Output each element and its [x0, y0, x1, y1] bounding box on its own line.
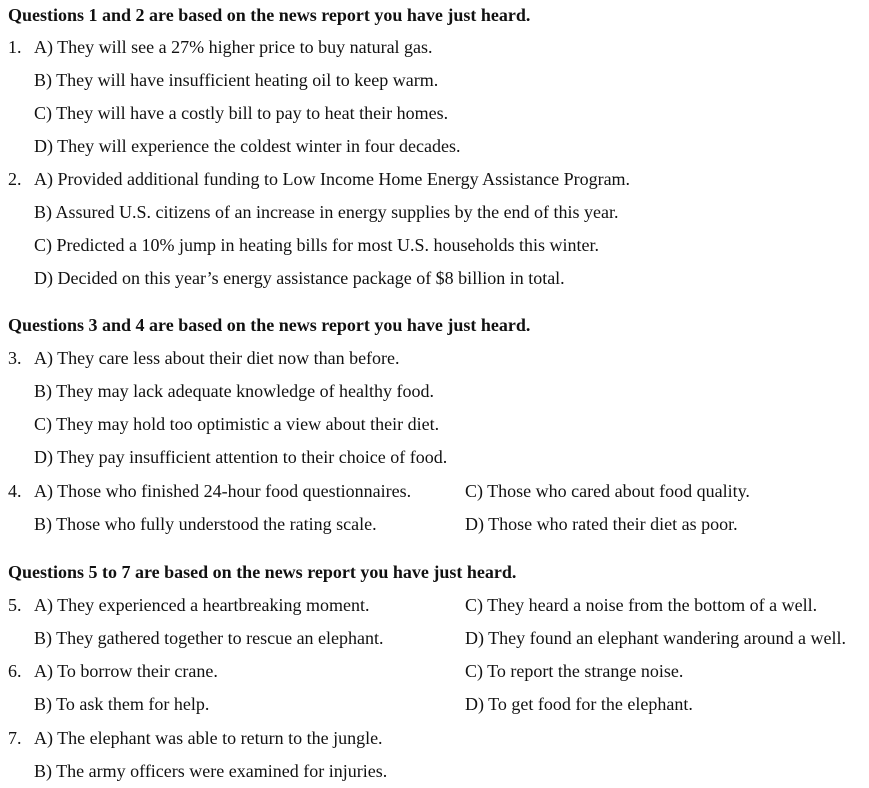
q5-option-c: C) They heard a noise from the bottom of a well.	[465, 595, 818, 615]
section-heading-1: Questions 1 and 2 are based on the news report you have just heard.	[8, 5, 531, 25]
question-number-6: 6.	[8, 661, 22, 681]
question-number-7: 7.	[8, 728, 22, 748]
q6-option-d: D) To get food for the elephant.	[465, 694, 693, 714]
q6-option-b: B) To ask them for help.	[34, 694, 210, 714]
q4-option-c: C) Those who cared about food quality.	[465, 481, 750, 501]
q1-option-d: D) They will experience the coldest winter in four decades.	[34, 136, 461, 156]
q2-option-b: B) Assured U.S. citizens of an increase in energy supplies by the end of this year.	[34, 202, 619, 222]
q3-option-c: C) They may hold too optimistic a view about their diet.	[34, 414, 440, 434]
q5-option-d: D) They found an elephant wandering around a well.	[465, 628, 847, 648]
question-number-2: 2.	[8, 169, 22, 189]
q6-option-a: A) To borrow their crane.	[34, 661, 218, 681]
q5-option-a: A) They experienced a heartbreaking moment.	[34, 595, 370, 615]
question-number-4: 4.	[8, 481, 22, 501]
q3-option-a: A) They care less about their diet now than before.	[34, 348, 400, 368]
q5-option-b: B) They gathered together to rescue an elephant.	[34, 628, 384, 648]
q3-option-d: D) They pay insufficient attention to their choice of food.	[34, 447, 448, 467]
q2-option-a: A) Provided additional funding to Low Income Home Energy Assistance Program.	[34, 169, 631, 189]
q2-option-c: C) Predicted a 10% jump in heating bills for most U.S. households this winter.	[34, 235, 599, 255]
q1-option-a: A) They will see a 27% higher price to buy natural gas.	[34, 37, 433, 57]
q4-option-d: D) Those who rated their diet as poor.	[465, 514, 738, 534]
q7-option-a: A) The elephant was able to return to the jungle.	[34, 728, 383, 748]
question-number-5: 5.	[8, 595, 22, 615]
q2-option-d: D) Decided on this year’s energy assistance package of $8 billion in total.	[34, 268, 565, 288]
q4-option-b: B) Those who fully understood the rating scale.	[34, 514, 377, 534]
section-heading-3: Questions 5 to 7 are based on the news report you have just heard.	[8, 562, 517, 582]
q3-option-b: B) They may lack adequate knowledge of healthy food.	[34, 381, 435, 401]
q4-option-a: A) Those who finished 24-hour food questionnaires.	[34, 481, 412, 501]
q1-option-c: C) They will have a costly bill to pay to heat their homes.	[34, 103, 449, 123]
q1-option-b: B) They will have insufficient heating oil to keep warm.	[34, 70, 439, 90]
question-number-3: 3.	[8, 348, 22, 368]
section-heading-2: Questions 3 and 4 are based on the news report you have just heard.	[8, 315, 531, 335]
q6-option-c: C) To report the strange noise.	[465, 661, 684, 681]
question-number-1: 1.	[8, 37, 22, 57]
q7-option-b: B) The army officers were examined for injuries.	[34, 761, 388, 781]
